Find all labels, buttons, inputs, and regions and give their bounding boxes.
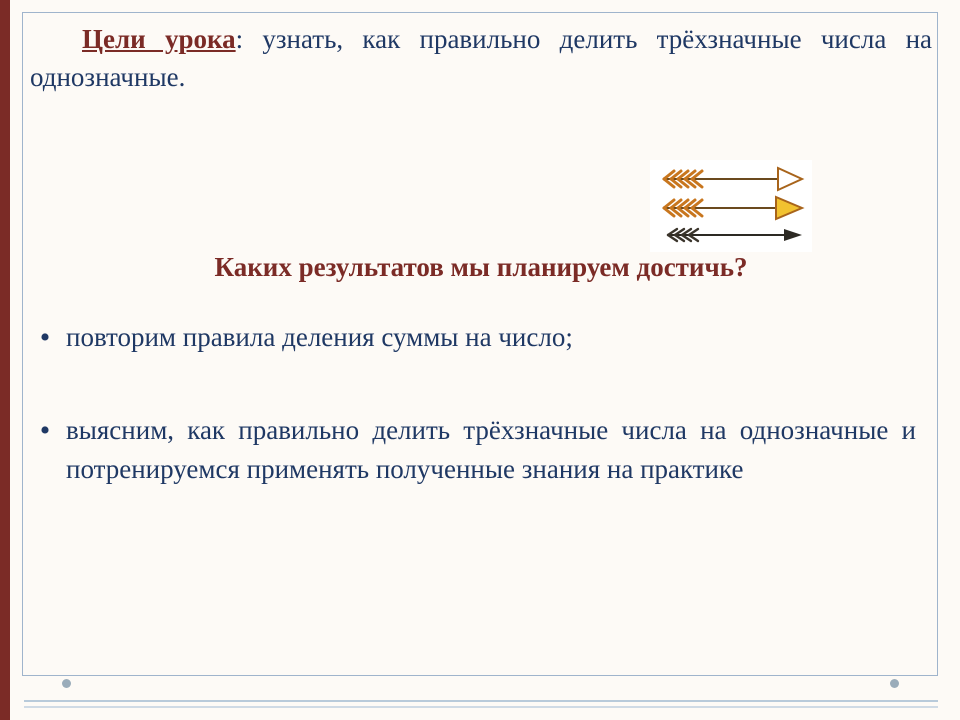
lesson-goals-paragraph [30, 20, 932, 97]
lesson-goals-text: : узнать, как правильно делить трёхзначные числа на однозначные. [30, 24, 932, 93]
bullet-text: выясним, как правильно делить трёхзначные числа на однозначные и потренируемся применять полученные знания на практике [66, 414, 916, 484]
decorative-dot-left [62, 679, 71, 688]
question-heading: Каких результатов мы планируем достичь? [214, 252, 748, 282]
bullet-icon: • [39, 413, 51, 447]
lesson-goals-title: Цели урока [82, 24, 236, 54]
bullet-list [24, 318, 934, 541]
list-item [24, 318, 934, 359]
left-accent-band [0, 0, 10, 720]
list-item [24, 411, 934, 489]
bullet-text: повторим правила деления суммы на число; [66, 322, 573, 352]
three-arrows-image [650, 160, 812, 252]
bottom-rule-primary [24, 700, 938, 702]
bullet-icon: • [39, 321, 51, 354]
decorative-dot-right [890, 679, 899, 688]
bottom-rule-secondary [24, 706, 938, 708]
